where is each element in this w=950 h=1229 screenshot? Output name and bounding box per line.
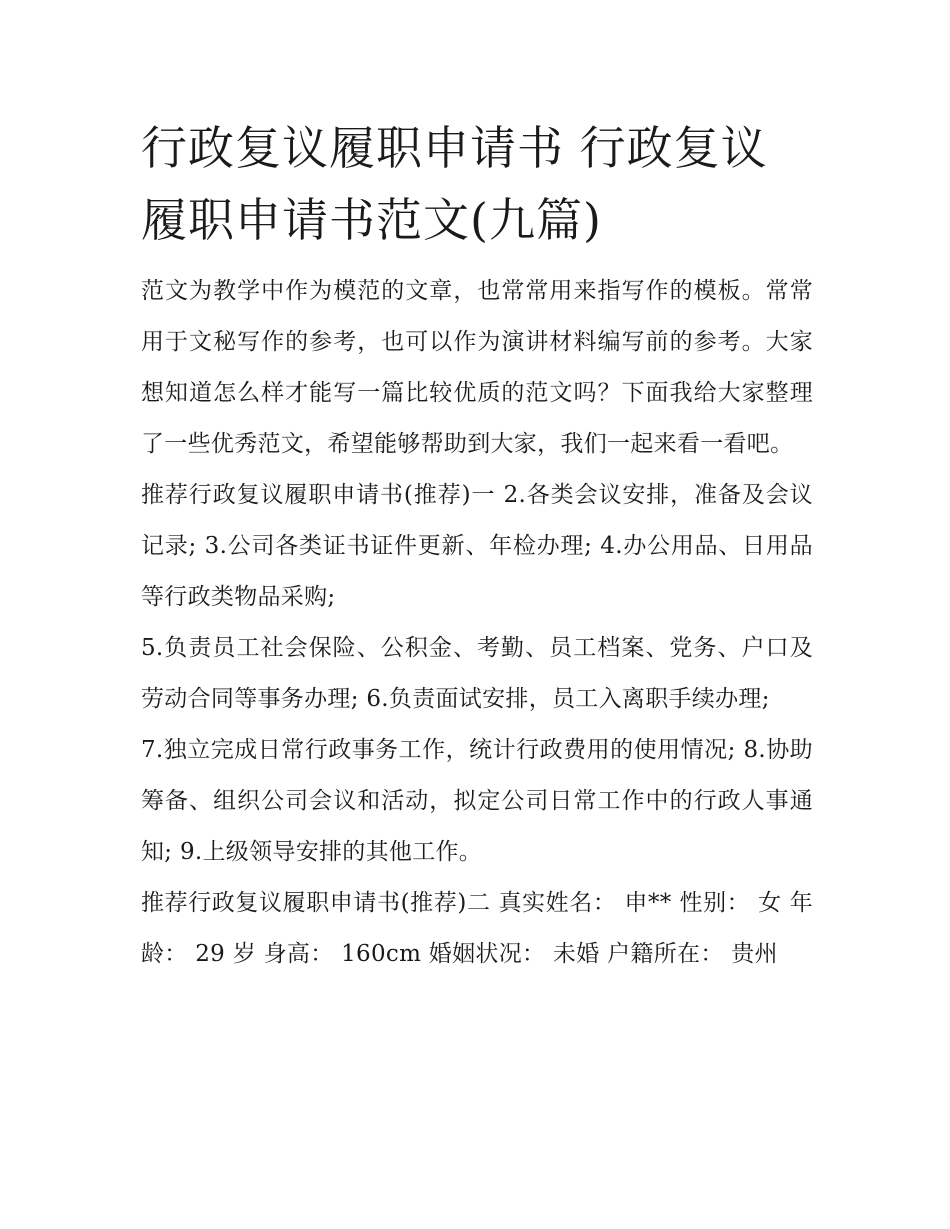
document-page xyxy=(141,112,813,980)
paragraph-section-1: 推荐行政复议履职申请书(推荐)一 2.各类会议安排，准备及会议记录; 3.公司各类证书证件更新、年检办理; 4.办公用品、日用品等行政类物品采购; xyxy=(141,482,813,610)
paragraph-duties-5-6: 5.负责员工社会保险、公积金、考勤、员工档案、党务、户口及劳动合同等事务办理; 6.负责面试安排，员工入离职手续办理; xyxy=(141,635,813,712)
paragraph-section-2: 推荐行政复议履职申请书(推荐)二 真实姓名： 申** 性别： 女 年龄： 29 岁 身高： 160cm 婚姻状况： 未婚 户籍所在： 贵州 xyxy=(141,890,813,967)
paragraph-duties-7-9: 7.独立完成日常行政事务工作，统计行政费用的使用情况; 8.协助筹备、组织公司会议和活动，拟定公司日常工作中的行政人事通知; 9.上级领导安排的其他工作。 xyxy=(141,737,813,865)
paragraph-intro: 范文为教学中作为模范的文章，也常常用来指写作的模板。常常用于文秘写作的参考，也可以作为演讲材料编写前的参考。大家想知道怎么样才能写一篇比较优质的范文吗？下面我给大家整理了一些优秀范文，希望能够帮助到大家，我们一起来看一看吧。 xyxy=(141,278,813,457)
document-body xyxy=(141,266,813,980)
document-title: 行政复议履职申请书 行政复议履职申请书范文(九篇) xyxy=(141,121,768,247)
